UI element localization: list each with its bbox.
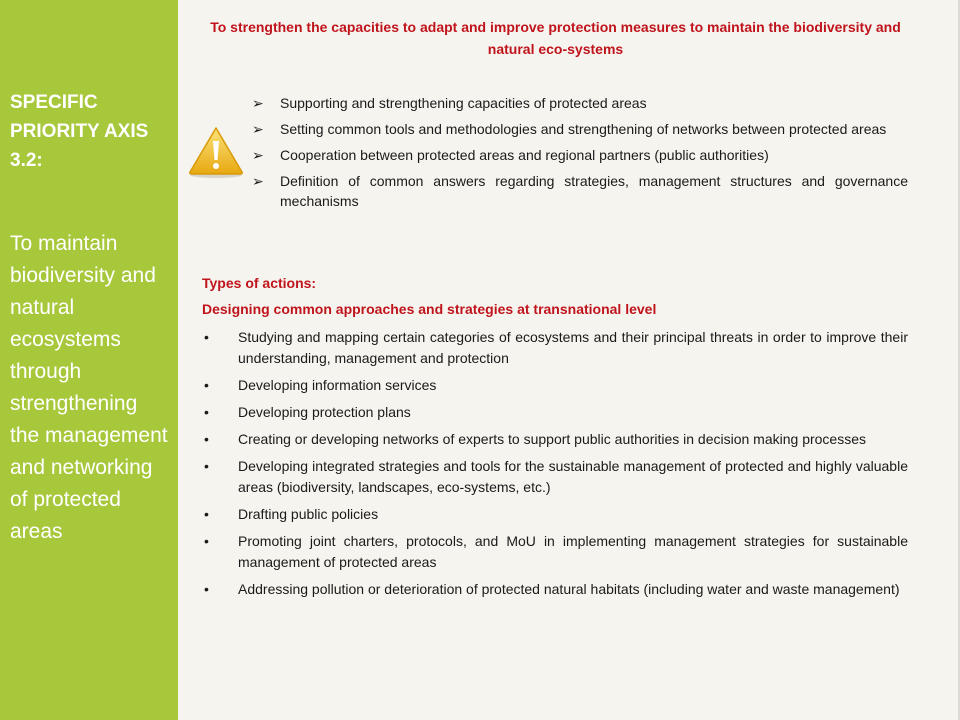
action-item	[202, 456, 908, 498]
measure-item	[252, 145, 908, 165]
sidebar-panel	[0, 0, 178, 720]
actions-list	[202, 327, 908, 606]
measure-item-text: Setting common tools and methodologies and strengthening of networks between protected areas	[280, 121, 887, 137]
arrow-bullet-icon: ➢	[252, 121, 264, 137]
bullet-icon: •	[204, 581, 209, 597]
action-item	[202, 375, 908, 396]
action-item-text: Developing integrated strategies and tools for the sustainable management of protected and highly valuable areas (biodiversity, landscapes, eco-systems, etc.)	[238, 458, 908, 495]
action-item	[202, 402, 908, 423]
priority-axis-title: SPECIFIC PRIORITY AXIS 3.2:	[10, 92, 149, 171]
action-item	[202, 429, 908, 450]
action-item-text: Addressing pollution or deterioration of protected natural habitats (including water and waste management)	[238, 581, 900, 597]
content-panel	[178, 0, 960, 720]
bullet-icon: •	[204, 404, 209, 420]
action-item	[202, 579, 908, 600]
measure-item-text: Cooperation between protected areas and regional partners (public authorities)	[280, 147, 769, 163]
types-of-actions-label: Types of actions:	[202, 275, 317, 291]
measure-item	[252, 93, 908, 113]
bullet-icon: •	[204, 458, 209, 474]
action-item-text: Promoting joint charters, protocols, and MoU in implementing management strategies for sustainable management of protected areas	[238, 533, 908, 570]
action-item-text: Developing protection plans	[238, 404, 411, 420]
measure-item	[252, 119, 908, 139]
bullet-icon: •	[204, 329, 209, 345]
bullet-icon: •	[204, 506, 209, 522]
action-item	[202, 504, 908, 525]
actions-subheading: Designing common approaches and strategies at transnational level	[202, 301, 657, 317]
warning-icon	[186, 124, 246, 180]
bullet-icon: •	[204, 431, 209, 447]
priority-axis-description: To maintain biodiversity and natural ecosystems through strengthening the management and networking of protected areas	[10, 232, 168, 543]
measure-item-text: Supporting and strengthening capacities of protected areas	[280, 95, 647, 111]
measures-list	[252, 93, 908, 217]
arrow-bullet-icon: ➢	[252, 147, 264, 163]
action-item-text: Developing information services	[238, 377, 437, 393]
arrow-bullet-icon: ➢	[252, 173, 264, 189]
action-item	[202, 531, 908, 573]
measure-item-text: Definition of common answers regarding strategies, management structures and governance mechanisms	[280, 173, 908, 209]
bullet-icon: •	[204, 533, 209, 549]
objective-heading: To strengthen the capacities to adapt and improve protection measures to maintain the biodiversity and natural eco-systems	[210, 19, 901, 57]
bullet-icon: •	[204, 377, 209, 393]
arrow-bullet-icon: ➢	[252, 95, 264, 111]
action-item-text: Creating or developing networks of experts to support public authorities in decision making processes	[238, 431, 867, 447]
measure-item	[252, 171, 908, 211]
action-item-text: Drafting public policies	[238, 506, 379, 522]
action-item-text: Studying and mapping certain categories of ecosystems and their principal threats in order to improve their understanding, management and protection	[238, 329, 908, 366]
action-item	[202, 327, 908, 369]
